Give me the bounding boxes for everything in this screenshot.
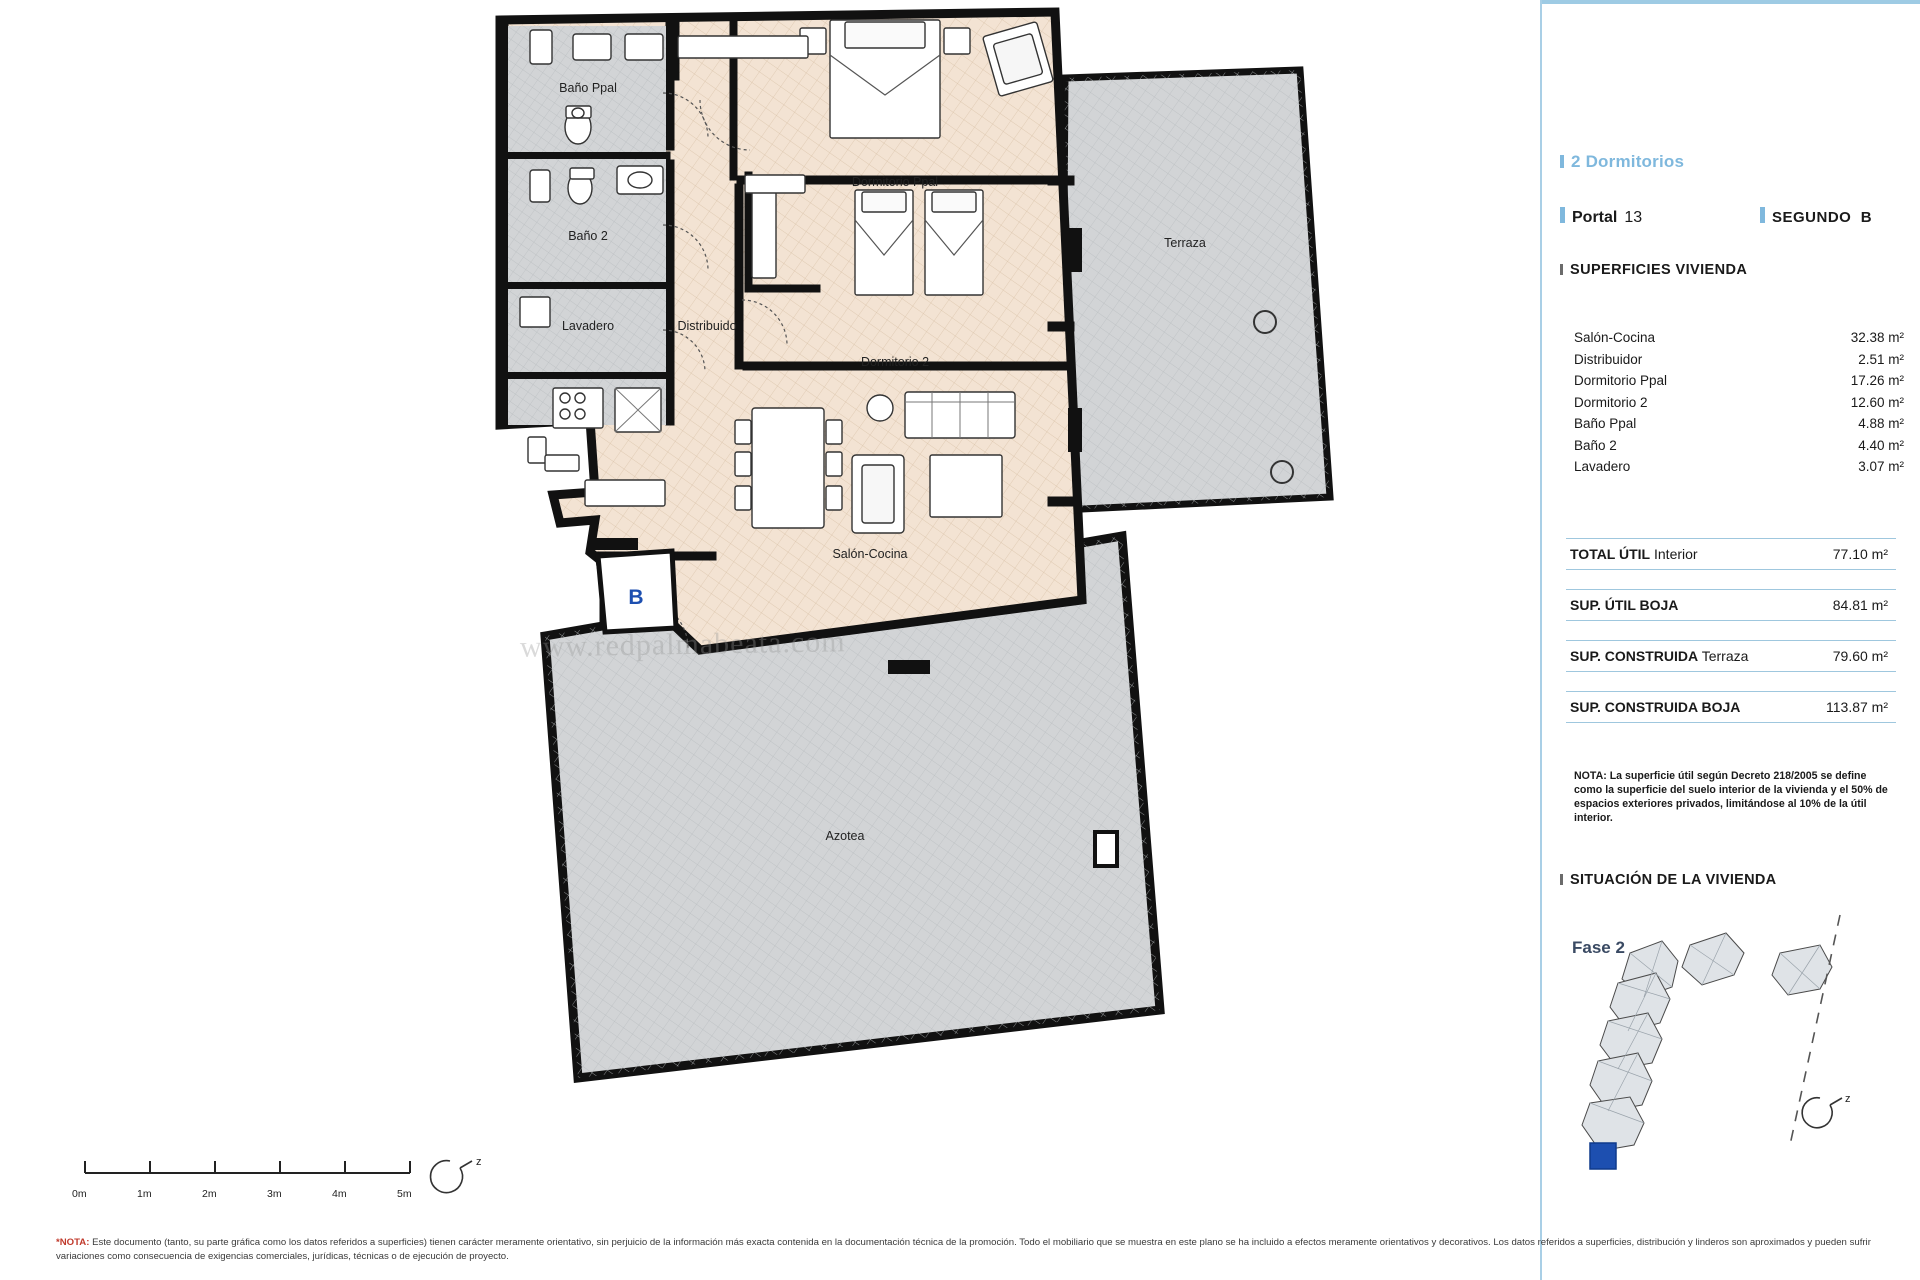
accent-tick-icon [1560, 207, 1565, 223]
accent-tick-icon [1560, 155, 1564, 168]
room-label-distribuidor: Distribuido [677, 319, 737, 333]
situation-title-text: SITUACIÓN DE LA VIVIENDA [1570, 872, 1777, 888]
area-name: Baño 2 [1574, 437, 1617, 453]
area-value: 3.07 m² [1858, 459, 1904, 474]
watermark: www.redpalmabeata.com [519, 625, 846, 664]
area-value: 17.26 m² [1850, 373, 1904, 388]
area-row [1574, 352, 1904, 367]
total-row [1566, 691, 1896, 723]
area-value: 2.51 m² [1858, 351, 1904, 367]
portal-row [1560, 207, 1905, 227]
scale-tick-1: 1m [137, 1188, 152, 1200]
room-label-bano-2: Baño 2 [568, 229, 608, 243]
area-row [1574, 459, 1904, 474]
compass-north-label: z [476, 1156, 482, 1168]
areas-list [1574, 330, 1904, 481]
room-terraza [1062, 70, 1330, 510]
room-label-azotea: Azotea [825, 829, 865, 843]
floor-info [1760, 207, 1872, 226]
surfaces-title-text: SUPERFICIES VIVIENDA [1570, 262, 1748, 278]
totals-list [1566, 538, 1896, 742]
total-name-rest: Terraza [1698, 648, 1749, 664]
scale-tick-4: 4m [332, 1188, 347, 1200]
area-value: 4.88 m² [1858, 416, 1904, 431]
room-label-bano-ppal: Baño Ppal [559, 81, 617, 95]
total-value: 84.81 m² [1832, 597, 1888, 613]
section-tick-icon [1560, 874, 1563, 885]
accent-tick-icon [1760, 207, 1765, 223]
surfaces-section-title [1560, 262, 1747, 278]
area-name: Dormitorio 2 [1574, 394, 1648, 410]
portal-label: Portal [1572, 209, 1618, 226]
room-label-dormitorio-2: Dormitorio 2 [860, 355, 930, 369]
scale-tick-3: 3m [267, 1188, 282, 1200]
area-name: Baño Ppal [1574, 416, 1637, 431]
portal-number: 13 [1624, 209, 1643, 226]
entrance-marker-label: B [628, 586, 644, 609]
total-name: TOTAL ÚTIL [1570, 546, 1651, 562]
total-value: 113.87 m² [1826, 699, 1888, 715]
legal-note: NOTA: La superficie útil según Decreto 218/2005 se define como la superficie del suelo interior de la vivienda y el 50% de espacios exteriores privados, limitándose al 10% de la útil interior. [1574, 770, 1888, 824]
section-tick-icon [1560, 264, 1563, 275]
footnote-lead: *NOTA: [56, 1237, 90, 1248]
total-value: 79.60 m² [1832, 648, 1888, 664]
compass-north-label-small: z [1845, 1093, 1851, 1105]
area-name: Lavadero [1574, 459, 1631, 474]
floor-label: SEGUNDO [1772, 209, 1852, 226]
scale-tick-0: 0m [72, 1188, 87, 1200]
area-row [1574, 416, 1904, 431]
compass-icon [420, 1155, 490, 1203]
phase-label: Fase 2 [1572, 938, 1625, 957]
total-row [1566, 538, 1896, 570]
room-label-salon-cocina: Salón-Cocina [832, 547, 908, 561]
area-row [1574, 373, 1904, 388]
total-name: SUP. CONSTRUIDA BOJA [1570, 699, 1741, 715]
total-row [1566, 589, 1896, 621]
situation-section-title [1560, 872, 1776, 888]
footnote-text: Este documento (tanto, su parte gráfica como los datos referidos a superficies) tienen carácter meramente orientativo, sin perjuicio de la información más exacta contenida en la documentación técnica de la promoción. Todo el mobiliario que se muestra en este plano se ha incluido a efectos meramente orientativos y decorativos. Los datos referidos a superficies, distribución y linderos son aproximados y pueden sufrir variaciones como consecuencia de exigencias comerciales, jurídicas, técnicas o de ejecución de proyecto. [56, 1237, 1871, 1262]
scale-tick-2: 2m [202, 1188, 217, 1200]
entrance-marker [598, 551, 676, 632]
compass-icon-small [1792, 1090, 1862, 1138]
living-furniture [735, 392, 1015, 533]
area-name: Salón-Cocina [1574, 330, 1656, 345]
info-panel [1540, 0, 1920, 1280]
total-name: SUP. CONSTRUIDA [1570, 648, 1699, 664]
area-name: Dormitorio Ppal [1574, 373, 1668, 388]
total-value: 77.10 m² [1832, 546, 1888, 562]
disclaimer-footnote [56, 1236, 1876, 1264]
scale-bar [80, 1155, 420, 1181]
total-name-rest: Interior [1650, 546, 1698, 562]
scale-tick-5: 5m [397, 1188, 412, 1200]
room-label-dormitorio-ppal: Dormitorio Ppal [851, 175, 939, 189]
area-row [1574, 438, 1904, 453]
room-label-lavadero: Lavadero [561, 319, 615, 333]
area-row [1574, 330, 1904, 345]
area-name: Distribuidor [1574, 351, 1643, 367]
area-row [1574, 395, 1904, 410]
area-value: 32.38 m² [1850, 330, 1904, 345]
room-label-terraza: Terraza [1164, 236, 1206, 250]
total-name: SUP. ÚTIL BOJA [1570, 597, 1679, 613]
area-value: 12.60 m² [1850, 394, 1904, 410]
total-row [1566, 640, 1896, 672]
bedrooms-label: 2 Dormitorios [1571, 152, 1685, 171]
bedrooms-heading [1560, 152, 1684, 172]
floor-letter: B [1860, 209, 1873, 226]
area-value: 4.40 m² [1858, 437, 1904, 453]
